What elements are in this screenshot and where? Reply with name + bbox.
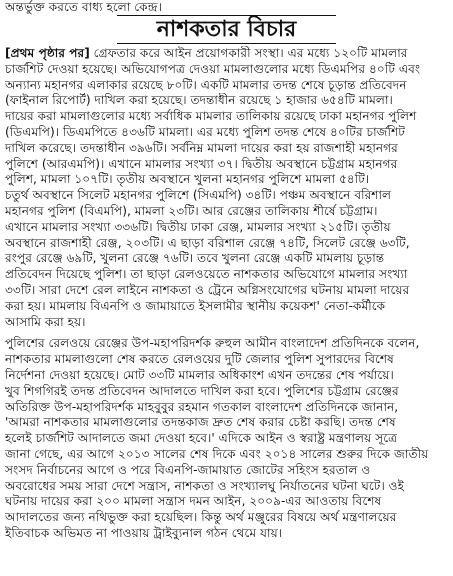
text-line: চতুর্থ অবস্থানে সিলেট মহানগর পুলিশে (সিএমপি) ৩৪টি। পঞ্চম অবস্থানে বরিশাল bbox=[5, 188, 392, 203]
text-line: প্রতিবেদন দিয়েছে পুলিশ। তা ছাড়া রেলওয়েতে নাশকতার অভিযোগে মামলার সংখ্যা bbox=[5, 267, 408, 282]
text-line: অবরোধের সময় সারা দেশে সন্ত্রাস, নাশকতা ও সংখ্যালঘু নির্যাতনের ঘটনা ঘটে। ওই bbox=[5, 478, 404, 493]
text-line: আসামি করা হয়। bbox=[5, 314, 86, 329]
text-line: চার্জশিট দেওয়া হয়েছে। অভিযোগপত্র দেওয়া মামলাগুলোর মধ্যে ডিএমপির ৪০টি এবং bbox=[5, 61, 421, 76]
text-line: পুলিশে (আরএমপি)। এখানে মামলার সংখ্যা ৩৭। দ্বিতীয় অবস্থানে চট্টগ্রাম মহানগর bbox=[5, 156, 398, 171]
text-line: সংসদ নির্বাচনের আগে ও পরে বিএনপি-জামায়াত জোটের সহিংস হরতাল ও bbox=[5, 462, 371, 477]
text-line: ৩৩টি। সারা দেশে রেল লাইনে নাশকতা ও ট্রেনে অগ্নিসংযোগের ঘটনায় মামলা দায়ের bbox=[5, 282, 410, 297]
text-line: অবস্থানে রাজশাহী রেঞ্জ, ২০৩টি। এ ছাড়া বরিশাল রেঞ্জে ৭৪টি, সিলেট রেঞ্জে ৬৩টি, bbox=[5, 235, 410, 250]
text-line: রংপুর রেঞ্জে ৬৯টি, খুলনা রেঞ্জে ৭৬টি। তবে খুলনা রেঞ্জে একটি মামলায় চূড়ান্ত bbox=[5, 251, 385, 266]
text-line: মহানগর পুলিশ (বিএমপি), মামলা ২৩টি। আর রেঞ্জের তালিকায় শীর্ষে চট্টগ্রাম। bbox=[5, 203, 378, 218]
text-line: অন্যান্য মহানগর এলাকার রয়েছে ৮০টি। একটি মামলার তদন্ত শেষে চূড়ান্ত প্রতিবেদন bbox=[5, 77, 407, 92]
text-line: [প্রথম পৃষ্ঠার পর] গ্রেফতার করে আইন প্রয়োগকারী সংস্থা। এর মধ্যে ১২০টি মামলার bbox=[5, 46, 408, 60]
text-line: (ফাইনাল রিপোর্ট) দাখিল করা হয়েছে। তদন্তাধীন রয়েছে ১ হাজার ৬৫৪টি মামলা। bbox=[5, 93, 393, 108]
text-line: (ডিএমপি)। ডিএমপিতে ৪৩৬টি মামলা। এর মধ্যে পুলিশ তদন্ত শেষে ৪০টির চার্জশিট bbox=[5, 124, 405, 139]
text-line: ইতিবাচক অভিমত না পাওয়ায় ট্রাইব্যুনাল গঠন থেমে যায়। bbox=[5, 525, 283, 540]
text-line: 'আমরা নাশকতার মামলাগুলোর তদন্তকাজ দ্রুত শেষ করার চেষ্টা করছি। তদন্ত শেষ bbox=[5, 415, 396, 430]
text-line: নাশকতার মামলাগুলো শেষ করতে রেলওয়ের দুটি জেলার পুলিশ সুপারদের বিশেষ bbox=[5, 352, 394, 367]
text-line: দাখিল করেছে। তদন্তাধীন ৩৯৬টি। সর্বনিম্ন মামলা দায়ের করা হয় রাজশাহী মহানগর bbox=[5, 140, 398, 155]
article-paragraph bbox=[5, 336, 448, 541]
text-line: খুব শিগগিরই তদন্ত প্রতিবেদন আদালতে দাখিল করা হবে। পুলিশের চট্টগ্রাম রেঞ্জের bbox=[5, 383, 399, 398]
text-line: করা হয়। মামলায় বিএনপি ও জামায়াতে ইসলামীর স্থানীয় কয়েকশ' নেতা-কর্মীকে bbox=[5, 298, 386, 313]
text-line: পুলিশের রেলওয়ে রেঞ্জের উপ-মহাপরিদর্শক রুহুল আমীন বাংলাদেশ প্রতিদিনকে বলেন, bbox=[5, 336, 420, 351]
headline-container bbox=[5, 15, 448, 44]
continuation-tag: [প্রথম পৃষ্ঠার পর] bbox=[5, 46, 90, 60]
article-paragraph bbox=[5, 46, 448, 330]
text-line: ঘটনায় দায়ের করা ২০০ মামলা সন্ত্রাস দমন আইন, ২০০৯-এর আওতায় বিশেষ bbox=[5, 494, 382, 509]
text-line: এখানে মামলার সংখ্যা ৩৩৬টি। দ্বিতীয় ঢাকা রেঞ্জ, মামলার সংখ্যা ২১৫টি। তৃতীয় bbox=[5, 219, 391, 234]
text-line: হলেই চার্জশিট আদালতে জমা দেওয়া হবে।' এদিকে আইন ও স্বরাষ্ট্র মন্ত্রণালয় সূত্রে bbox=[5, 431, 398, 446]
article-headline: নাশকতার বিচার bbox=[117, 15, 336, 44]
text-line: আদালতের জন্য নথিভুক্ত করা হয়েছিল। কিন্তু অর্থ মঞ্জুরের বিষয়ে অর্থ মন্ত্রণালয়ের bbox=[5, 510, 397, 525]
text-line: জানা গেছে, এর আগে ২০১৩ সালের শেষ দিকে এবং ২০১৪ সালের শুরুর দিকে জাতীয় bbox=[5, 446, 429, 461]
text-line: অতিরিক্ত উপ-মহাপরিদর্শক মাহবুবুর রহমান গতকাল বাংলাদেশ প্রতিদিনকে জানান, bbox=[5, 399, 399, 414]
text-line: পুলিশ, মামলা ১০৭টি। তৃতীয় অবস্থানে খুলনা মহানগর পুলিশে মামলা ৫৪টি। bbox=[5, 172, 370, 187]
continued-text-line: অন্তর্ভুক্ত করতে বাধ্য হলো কেন্দ্র। bbox=[5, 0, 162, 14]
article-body bbox=[5, 46, 448, 542]
text-line: দায়ের করা মামলাগুলোর মধ্যে সর্বাধিক মামলার তালিকায় রয়েছে ঢাকা মহানগর পুলিশ bbox=[5, 109, 417, 124]
text-line: নির্দেশনা দেওয়া হয়েছে। মোট ৩৩টি মামলার অধিকাংশ এখন তদন্তের শেষ পর্যায়ে। bbox=[5, 367, 394, 382]
